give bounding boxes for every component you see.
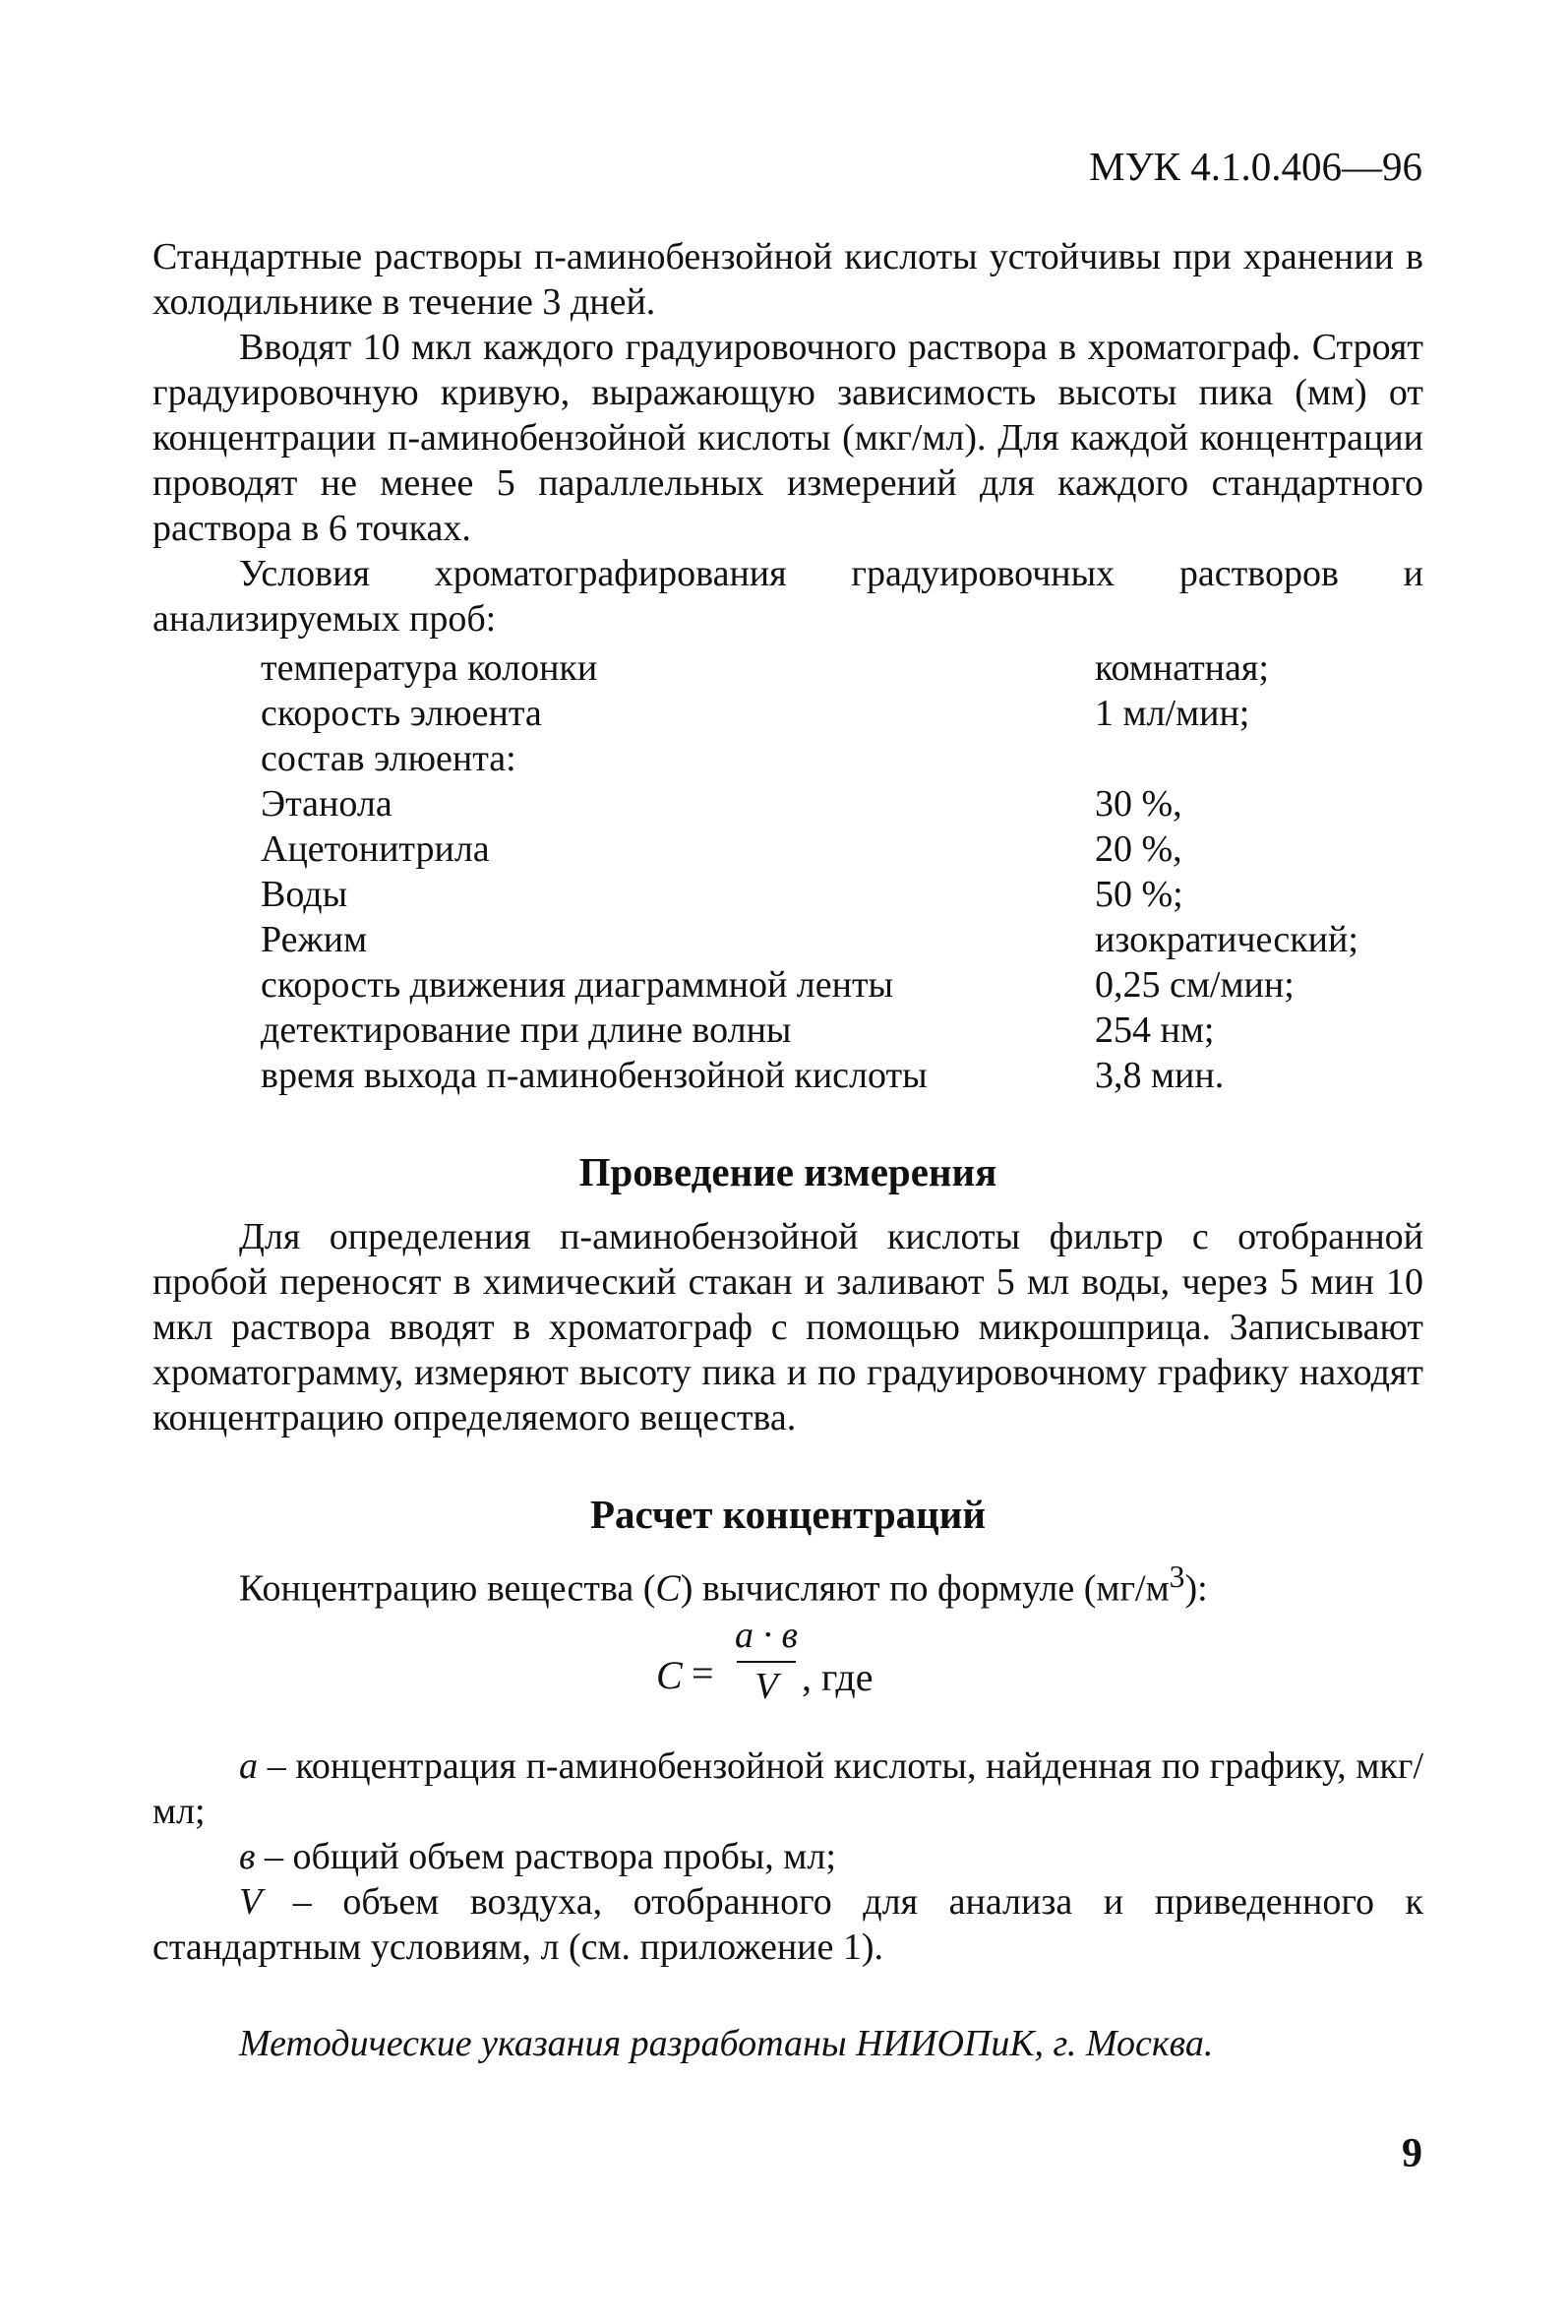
document-code: МУК 4.1.0.406—96	[1089, 144, 1422, 189]
formula-fraction	[735, 1616, 798, 1706]
definition-v	[152, 1834, 1423, 1879]
definition-symbol: V	[239, 1880, 263, 1923]
condition-name: Режим	[261, 919, 368, 960]
condition-row	[261, 917, 1358, 962]
measurement-heading: Проведение измерения	[578, 1149, 997, 1194]
condition-row	[261, 1053, 1358, 1098]
formula-suffix: , где	[802, 1654, 874, 1699]
condition-row	[261, 962, 1358, 1008]
condition-name: температура колонки	[261, 647, 598, 689]
footer-note: Методические указания разработаны НИИОПиК, г. Москва.	[239, 2022, 1214, 2064]
definition-text: – концентрация п-аминобензойной кислоты, найденная по графику, мкг/мл;	[152, 1744, 1423, 1832]
condition-value: 20 %,	[1095, 828, 1182, 870]
condition-row	[261, 1008, 1358, 1053]
intro-text: Концентрацию вещества (	[239, 1567, 656, 1610]
definition-a	[152, 1743, 1423, 1834]
condition-name: детектирование при длине волны	[261, 1009, 792, 1051]
concentration-formula	[152, 1616, 1423, 1734]
condition-value: 3,8 мин.	[1095, 1055, 1225, 1096]
condition-row	[261, 736, 1358, 781]
condition-row	[261, 872, 1358, 917]
formula-denominator: V	[754, 1665, 778, 1707]
paragraph-conditions-intro: Условия хроматографирования градуировочных растворов и анализируемых проб:	[152, 553, 1423, 640]
formula-numerator: а · в	[735, 1614, 798, 1656]
conditions-table	[261, 645, 1358, 1098]
definition-volume	[152, 1879, 1423, 1970]
paragraph-calibration: Вводят 10 мкл каждого градуировочного раствора в хроматограф. Строят градуировочную кривую, выражающую зависимость высоты пика (мм) от концентрации п-аминобензойной кислоты (мкг/мл). Для каждой концентрации проводят не менее 5 параллельных измерений для каждого стандартного раствора в 6 точках.	[152, 327, 1423, 549]
page-number: 9	[1402, 2131, 1422, 2176]
paragraph-measurement: Для определения п-аминобензойной кислоты фильтр с отобранной пробой переносят в химический стакан и заливают 5 мл воды, через 5 мин 10 мкл раствора вводят в хроматограф с помощью микрошприца. Записывают хроматограмму, измеряют высоту пика и по градуировочному графику находят концентрацию определяемого вещества.	[152, 1216, 1423, 1438]
intro-rest: ) вычисляют по формуле (мг/м	[680, 1567, 1170, 1610]
definition-text: – общий объем раствора пробы, мл;	[255, 1835, 836, 1877]
page-content	[152, 234, 1423, 2066]
condition-row	[261, 645, 1358, 691]
condition-name: состав элюента:	[261, 738, 516, 779]
condition-row	[261, 691, 1358, 736]
condition-value: комнатная;	[1095, 647, 1269, 689]
definition-symbol: а	[239, 1744, 258, 1787]
fraction-bar	[737, 1661, 796, 1663]
paragraph-formula-intro	[152, 1555, 1423, 1612]
condition-value: изократический;	[1095, 919, 1358, 960]
condition-name: скорость движения диаграммной ленты	[261, 964, 894, 1006]
formula-lhs: С	[656, 1652, 683, 1697]
condition-name: Ацетонитрила	[261, 828, 490, 870]
condition-name: время выхода п-аминобензойной кислоты	[261, 1055, 928, 1096]
condition-value: 50 %;	[1095, 874, 1183, 915]
condition-row	[261, 781, 1358, 826]
formula-equals: =	[692, 1650, 714, 1695]
condition-value: 1 мл/мин;	[1095, 693, 1250, 734]
condition-name: Этанола	[261, 783, 392, 825]
definition-text: – объем воздуха, отобранного для анализа и приведенного к стандартным условиям, л (см. приложение 1).	[152, 1880, 1423, 1968]
intro-variable: С	[655, 1567, 681, 1610]
definition-symbol: в	[239, 1835, 256, 1877]
condition-value	[1095, 736, 1358, 781]
condition-value: 0,25 см/мин;	[1095, 964, 1295, 1006]
condition-row	[261, 826, 1358, 872]
condition-value: 30 %,	[1095, 783, 1182, 825]
intro-superscript: 3	[1169, 1560, 1185, 1594]
condition-name: скорость элюента	[261, 693, 542, 734]
condition-value: 254 нм;	[1095, 1009, 1215, 1051]
condition-name: Воды	[261, 874, 348, 915]
paragraph-stability: Стандартные растворы п-аминобензойной кислоты устойчивы при хранении в холодильнике в течение 3 дней.	[152, 236, 1423, 323]
calculation-heading: Расчет концентраций	[589, 1492, 987, 1537]
intro-end: ):	[1184, 1567, 1208, 1610]
